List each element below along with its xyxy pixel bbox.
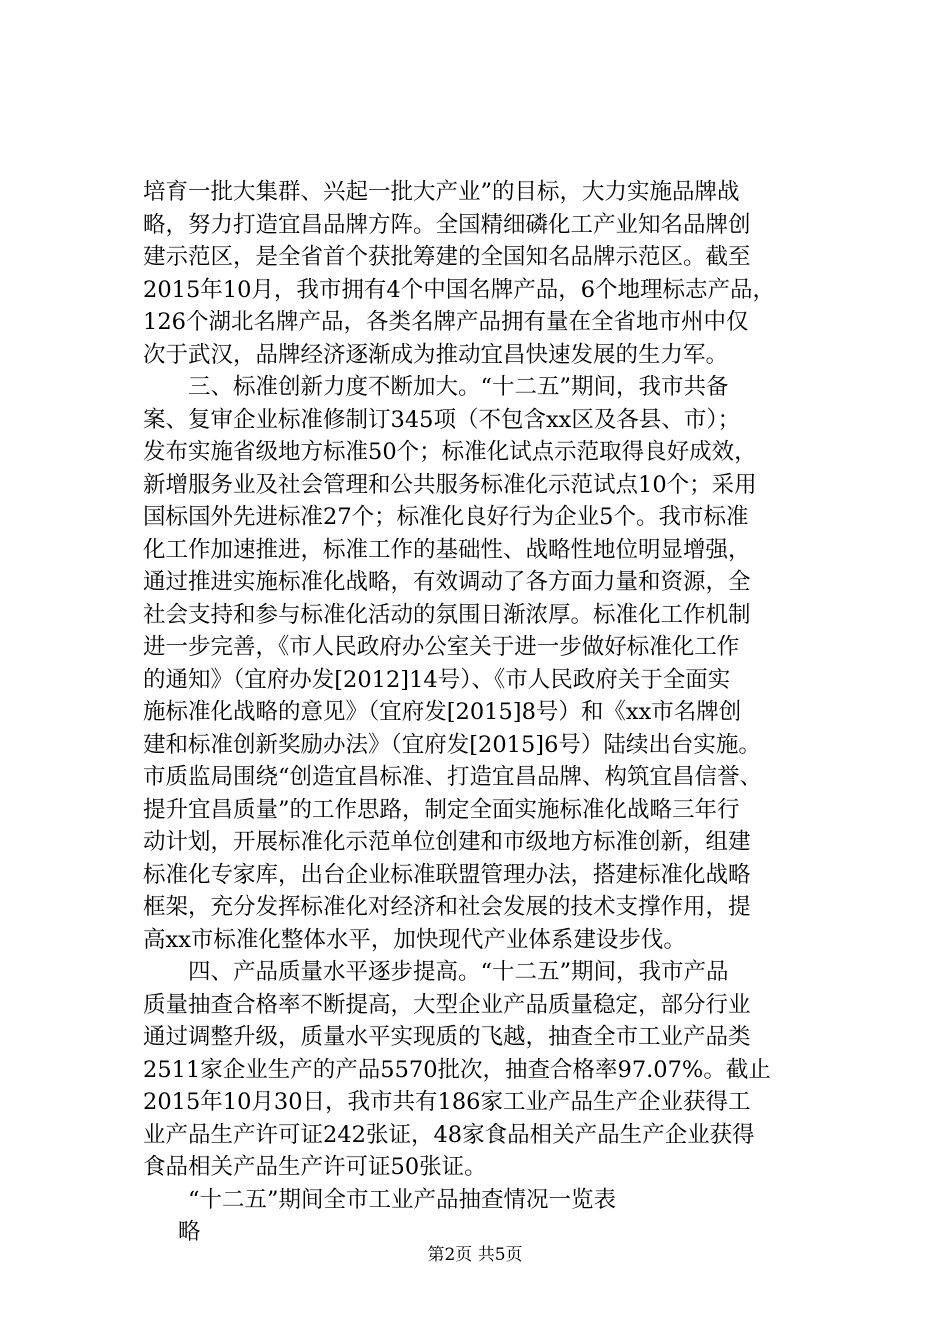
text-line: 建和标准创新奖励办法》（宜府发[2015]6号）陆续出台实施。 — [143, 731, 761, 758]
text-line: 2015年10月，我市拥有4个中国名牌产品，6个地理标志产品， — [143, 276, 776, 303]
text-line: 社会支持和参与标准化活动的氛围日渐浓厚。标准化工作机制 — [143, 601, 751, 628]
text-line: 食品相关产品生产许可证50张证。 — [143, 1154, 487, 1180]
text-line: 2015年10月30日，我市共有186家工业产品生产企业获得工 — [143, 1089, 751, 1115]
text-line: 新增服务业及社会管理和公共服务标准化示范试点10个；采用 — [143, 471, 757, 498]
paragraph-quality — [143, 956, 823, 1184]
table-caption: “十二五”期间全市工业产品抽查情况一览表 — [188, 1186, 617, 1213]
text-line: 四、产品质量水平逐步提高。“十二五”期间，我市产品 — [188, 959, 729, 985]
table-omitted-note: 略 — [178, 1219, 201, 1245]
text-line: 市质监局围绕“创造宜昌标准、打造宜昌品牌、构筑宜昌信誉、 — [143, 764, 763, 790]
text-line: 案、复审企业标准修制订345项（不包含xx区及各县、市）； — [143, 406, 741, 433]
text-line: 通过推进实施标准化战略，有效调动了各方面力量和资源，全 — [143, 569, 751, 595]
text-line: 标准化专家库，出台企业标准联盟管理办法，搭建标准化战略 — [143, 861, 751, 888]
page-footer: 第2页 共5页 — [427, 1245, 523, 1265]
text-line: 高xx市标准化整体水平，加快现代产业体系建设步伐。 — [143, 926, 686, 953]
text-line: 126个湖北名牌产品，各类名牌产品拥有量在全省地市州中仅 — [143, 309, 749, 335]
text-line: 施标准化战略的意见》（宜府发[2015]8号）和《xx市名牌创 — [143, 699, 742, 725]
text-line: 略，努力打造宜昌品牌方阵。全国精细磷化工产业知名品牌创 — [143, 211, 751, 238]
text-line: 培育一批大集群、兴起一批大产业”的目标，大力实施品牌战 — [143, 179, 740, 205]
text-line: 国标国外先进标准27个；标准化良好行为企业5个。我市标准 — [143, 504, 749, 530]
text-line: 进一步完善，《市人民政府办公室关于进一步做好标准化工作 — [143, 634, 740, 660]
text-line: 通过调整升级，质量水平实现质的飞越，抽查全市工业产品类 — [143, 1024, 751, 1050]
text-line: 2511家企业生产的产品5570批次，抽查合格率97.07%。截止 — [143, 1056, 771, 1083]
text-line: 质量抽查合格率不断提高，大型企业产品质量稳定，部分行业 — [143, 991, 751, 1018]
text-line: 动计划，开展标准化示范单位创建和市级地方标准创新，组建 — [143, 829, 751, 855]
text-line: 业产品生产许可证242张证，48家食品相关产品生产企业获得 — [143, 1121, 755, 1148]
text-line: 的通知》（宜府办发[2012]14号）、《市人民政府关于全面实 — [143, 666, 731, 693]
text-line: 框架，充分发挥标准化对经济和社会发展的技术支撑作用，提 — [143, 894, 751, 920]
text-line: 次于武汉，品牌经济逐渐成为推动宜昌快速发展的生力军。 — [143, 341, 729, 368]
paragraph-standards — [143, 371, 823, 956]
text-line: 三、标准创新力度不断加大。“十二五”期间，我市共备 — [188, 374, 729, 400]
body-text — [143, 176, 823, 1249]
text-line: 建示范区，是全省首个获批筹建的全国知名品牌示范区。截至 — [143, 244, 751, 270]
text-line: 化工作加速推进，标准工作的基础性、战略性地位明显增强， — [143, 536, 751, 563]
paragraph-brand — [143, 176, 823, 371]
text-line: 发布实施省级地方标准50个；标准化试点示范取得良好成效， — [143, 439, 757, 465]
text-line: 提升宜昌质量”的工作思路，制定全面实施标准化战略三年行 — [143, 796, 740, 823]
